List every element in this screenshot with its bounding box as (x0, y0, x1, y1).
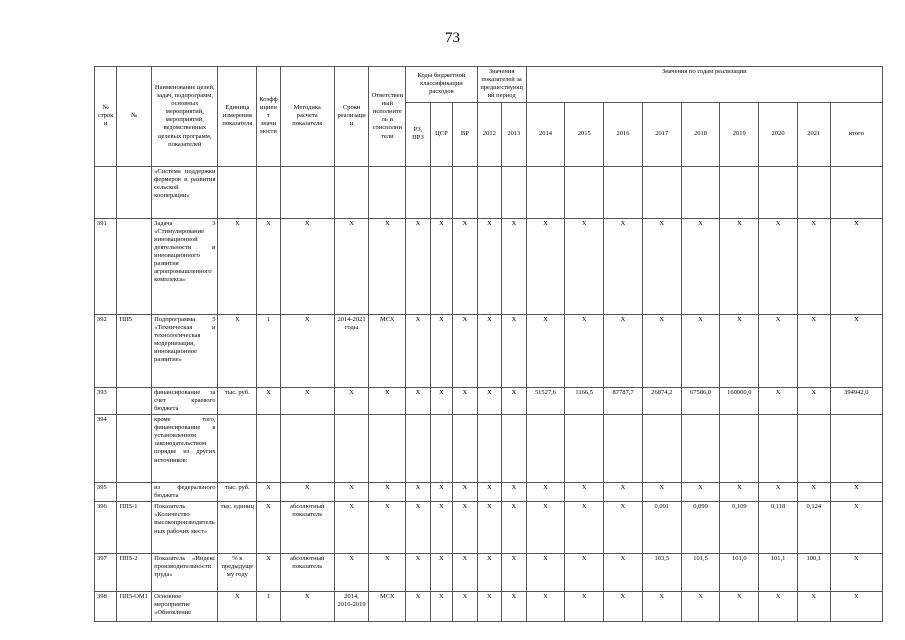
row-number: 393 (95, 387, 117, 414)
row-number: 391 (95, 218, 117, 314)
row-2013: X (502, 502, 527, 554)
row-year-value (565, 414, 604, 482)
header-vr: ВР (453, 102, 478, 166)
row-unit (218, 166, 257, 218)
row-coef (257, 414, 280, 482)
row-year-value: X (526, 502, 565, 554)
row-year-value: 0,124 (797, 502, 830, 554)
header-2012: 2012 (477, 102, 501, 166)
row-code: ПП5 (117, 314, 152, 387)
row-total: X (830, 218, 882, 314)
row-resp: МСХ (369, 314, 406, 387)
row-vr (453, 166, 478, 218)
row-year-value: X (720, 592, 759, 622)
row-vr (453, 414, 478, 482)
row-year-value: X (797, 482, 830, 501)
row-csr: X (430, 502, 452, 554)
row-year-value: X (759, 592, 798, 622)
header-2013: 2013 (502, 102, 527, 166)
row-year-value: X (604, 218, 643, 314)
header-terms: Сроки реализации (334, 67, 369, 167)
row-method: X (280, 387, 334, 414)
table-row (95, 554, 883, 592)
row-coef: 1 (257, 314, 280, 387)
row-year-value: X (681, 314, 720, 387)
row-year-value: X (526, 218, 565, 314)
row-csr: X (430, 592, 452, 622)
row-terms: X (334, 387, 369, 414)
header-resp: Ответственный исполнитель и соисполнители (369, 67, 406, 167)
table-row (95, 482, 883, 501)
row-code (117, 387, 152, 414)
row-total (830, 166, 882, 218)
row-2012: X (477, 502, 501, 554)
row-2013: X (502, 554, 527, 592)
row-year-value (565, 166, 604, 218)
row-vr: X (453, 387, 478, 414)
header-year: 2019 (720, 102, 759, 166)
row-coef: X (257, 482, 280, 501)
row-unit (218, 414, 257, 482)
row-year-value: 0,109 (720, 502, 759, 554)
row-unit: X (218, 592, 257, 622)
row-coef (257, 166, 280, 218)
row-unit: тыс. руб. (218, 387, 257, 414)
row-resp (369, 414, 406, 482)
row-total: X (830, 554, 882, 592)
row-rz: X (406, 387, 430, 414)
row-unit: X (218, 218, 257, 314)
row-resp: X (369, 218, 406, 314)
header-budget-codes: Коды бюджетной классификации расходов (406, 67, 477, 103)
row-number (95, 166, 117, 218)
row-year-value: X (565, 554, 604, 592)
row-method: X (280, 482, 334, 501)
row-resp: X (369, 387, 406, 414)
header-year: 2020 (759, 102, 798, 166)
row-terms: X (334, 218, 369, 314)
row-code: ПП5-ОМ1 (117, 592, 152, 622)
row-year-value: X (565, 314, 604, 387)
row-method: абсолютный показатель (280, 554, 334, 592)
header-row-no: № строки (95, 67, 117, 167)
row-code: ПП5-1 (117, 502, 152, 554)
header-total: итого (830, 102, 882, 166)
row-csr (430, 166, 452, 218)
row-total: X (830, 592, 882, 622)
row-year-value: X (720, 218, 759, 314)
row-csr (430, 414, 452, 482)
row-year-value (759, 166, 798, 218)
table-row (95, 502, 883, 554)
row-year-value (526, 414, 565, 482)
row-year-value: X (526, 592, 565, 622)
row-year-value: 26874,2 (642, 387, 681, 414)
row-2013: X (502, 218, 527, 314)
row-name: финансирование за счет краевого бюджета (152, 387, 218, 414)
row-2013: X (502, 387, 527, 414)
row-rz (406, 414, 430, 482)
header-year: 2018 (681, 102, 720, 166)
row-name: кроме того, финансирование в установленном законодательством порядке из других источников: (152, 414, 218, 482)
row-vr: X (453, 592, 478, 622)
row-number: 396 (95, 502, 117, 554)
row-vr: X (453, 482, 478, 501)
table-row (95, 218, 883, 314)
row-rz: X (406, 218, 430, 314)
row-2013 (502, 414, 527, 482)
page-number: 73 (445, 30, 460, 46)
row-resp: X (369, 502, 406, 554)
header-method: Методика расчета показателя (280, 67, 334, 167)
row-year-value (681, 166, 720, 218)
row-year-value (681, 414, 720, 482)
row-year-value: X (759, 218, 798, 314)
row-year-value: X (642, 314, 681, 387)
table-row (95, 592, 883, 622)
row-vr: X (453, 314, 478, 387)
row-year-value: X (565, 482, 604, 501)
row-terms (334, 414, 369, 482)
row-2012 (477, 414, 501, 482)
row-resp: МСХ (369, 592, 406, 622)
row-year-value: X (604, 482, 643, 501)
row-year-value: X (681, 482, 720, 501)
header-year: 2015 (565, 102, 604, 166)
row-name: Основное мероприятие «Обновление (152, 592, 218, 622)
row-year-value: X (604, 314, 643, 387)
row-year-value: X (720, 482, 759, 501)
row-method: X (280, 592, 334, 622)
table-row (95, 314, 883, 387)
header-prev: Значения показателей за предшествующий период (477, 67, 526, 103)
row-year-value: X (565, 502, 604, 554)
row-year-value: X (526, 554, 565, 592)
row-terms: X (334, 554, 369, 592)
row-year-value: 0,091 (642, 502, 681, 554)
row-resp (369, 166, 406, 218)
header-years-title: Значения по годам реализации (526, 67, 882, 103)
row-rz: X (406, 502, 430, 554)
row-rz: X (406, 592, 430, 622)
row-2012: X (477, 387, 501, 414)
row-rz: X (406, 554, 430, 592)
row-number: 394 (95, 414, 117, 482)
row-method: X (280, 218, 334, 314)
row-vr: X (453, 502, 478, 554)
row-year-value (642, 414, 681, 482)
row-year-value: X (797, 387, 830, 414)
row-year-value: X (565, 592, 604, 622)
row-year-value: 103,5 (642, 554, 681, 592)
header-year: 2017 (642, 102, 681, 166)
row-code (117, 414, 152, 482)
row-year-value (604, 166, 643, 218)
row-year-value: X (681, 218, 720, 314)
row-code (117, 218, 152, 314)
row-name: «Система поддержки фермеров и развития сельской кооперации» (152, 166, 218, 218)
row-2012: X (477, 592, 501, 622)
row-year-value: X (526, 314, 565, 387)
row-year-value (720, 166, 759, 218)
row-year-value: 101,5 (681, 554, 720, 592)
header-unit: Единица измерения показателя (218, 67, 257, 167)
row-year-value (797, 166, 830, 218)
row-year-value: 0,099 (681, 502, 720, 554)
row-csr: X (430, 314, 452, 387)
row-year-value: 0,118 (759, 502, 798, 554)
row-coef: X (257, 218, 280, 314)
row-year-value (642, 166, 681, 218)
row-year-value (759, 414, 798, 482)
row-year-value (720, 414, 759, 482)
row-resp: X (369, 482, 406, 501)
table-row (95, 414, 883, 482)
row-csr: X (430, 387, 452, 414)
row-year-value: X (759, 314, 798, 387)
row-year-value: X (720, 314, 759, 387)
row-2012 (477, 166, 501, 218)
row-terms: X (334, 482, 369, 501)
row-year-value: X (797, 592, 830, 622)
row-2013: X (502, 482, 527, 501)
row-year-value: X (604, 554, 643, 592)
row-2012: X (477, 218, 501, 314)
row-year-value: 1166,5 (565, 387, 604, 414)
row-2013 (502, 166, 527, 218)
row-vr: X (453, 218, 478, 314)
row-total: X (830, 482, 882, 501)
row-2012: X (477, 482, 501, 501)
row-year-value: X (565, 218, 604, 314)
row-rz: X (406, 482, 430, 501)
row-code: ПП5-2 (117, 554, 152, 592)
header-no: № (117, 67, 152, 167)
row-year-value: X (604, 592, 643, 622)
row-coef: X (257, 502, 280, 554)
row-year-value: X (526, 482, 565, 501)
row-vr: X (453, 554, 478, 592)
row-year-value: 101,1 (759, 554, 798, 592)
row-total (830, 414, 882, 482)
row-code (117, 482, 152, 501)
row-total: X (830, 502, 882, 554)
row-name: Подпрограмма 5 «Техническая и технологическая модернизация, инновационное развитие» (152, 314, 218, 387)
row-year-value: X (759, 387, 798, 414)
row-2012: X (477, 554, 501, 592)
header-year: 2014 (526, 102, 565, 166)
row-csr: X (430, 218, 452, 314)
row-method: абсолютный показатель (280, 502, 334, 554)
row-unit: тыс. единиц (218, 502, 257, 554)
row-year-value: 87787,7 (604, 387, 643, 414)
row-name: Задача 3 «Стимулирование инновационной деятельности и инновационного развития агропромышленного комплекса» (152, 218, 218, 314)
row-unit: % к предыдущему году (218, 554, 257, 592)
row-total: X (830, 314, 882, 387)
row-2013: X (502, 314, 527, 387)
row-year-value: X (681, 592, 720, 622)
row-coef: X (257, 554, 280, 592)
header-year: 2021 (797, 102, 830, 166)
table-row (95, 166, 883, 218)
row-unit: X (218, 314, 257, 387)
row-year-value: 51527,6 (526, 387, 565, 414)
header-name: Наименование целей, задач, подпрограмм, основных мероприятий, мероприятий, ведомственных целевых программ, показателей (152, 67, 218, 167)
row-coef: 1 (257, 592, 280, 622)
row-2013: X (502, 592, 527, 622)
row-number: 392 (95, 314, 117, 387)
row-number: 398 (95, 592, 117, 622)
row-total: 394942,0 (830, 387, 882, 414)
row-year-value: X (642, 592, 681, 622)
row-year-value: 67586,0 (681, 387, 720, 414)
header-year: 2016 (604, 102, 643, 166)
row-resp: X (369, 554, 406, 592)
row-year-value: 101,0 (720, 554, 759, 592)
header-rz: РЗ, ПРЗ (406, 102, 430, 166)
row-2012: X (477, 314, 501, 387)
row-terms: X (334, 502, 369, 554)
row-terms: 2014-2021 годы (334, 314, 369, 387)
row-unit: тыс. руб. (218, 482, 257, 501)
row-year-value: X (797, 314, 830, 387)
row-year-value: X (642, 482, 681, 501)
row-year-value (604, 414, 643, 482)
row-method (280, 166, 334, 218)
row-year-value (797, 414, 830, 482)
row-year-value: X (642, 218, 681, 314)
row-year-value: X (797, 218, 830, 314)
row-year-value: 100,1 (797, 554, 830, 592)
row-terms: 2014, 2016-2019 (334, 592, 369, 622)
row-year-value (526, 166, 565, 218)
row-method: X (280, 314, 334, 387)
row-year-value: X (604, 502, 643, 554)
row-number: 397 (95, 554, 117, 592)
row-rz (406, 166, 430, 218)
row-number: 395 (95, 482, 117, 501)
row-name: Показатель «Индекс производительности труда» (152, 554, 218, 592)
row-coef: X (257, 387, 280, 414)
row-name: из федерального бюджета (152, 482, 218, 501)
row-name: Показатель «Количество высокопроизводительных рабочих мест» (152, 502, 218, 554)
row-terms (334, 166, 369, 218)
row-csr: X (430, 482, 452, 501)
header-coef: Коэффициент значимости (257, 67, 280, 167)
header-csr: ЦСР (430, 102, 452, 166)
row-year-value: X (759, 482, 798, 501)
indicator-table (94, 66, 883, 622)
row-csr: X (430, 554, 452, 592)
row-rz: X (406, 314, 430, 387)
row-code (117, 166, 152, 218)
table-row (95, 387, 883, 414)
row-year-value: 160000,0 (720, 387, 759, 414)
row-method (280, 414, 334, 482)
